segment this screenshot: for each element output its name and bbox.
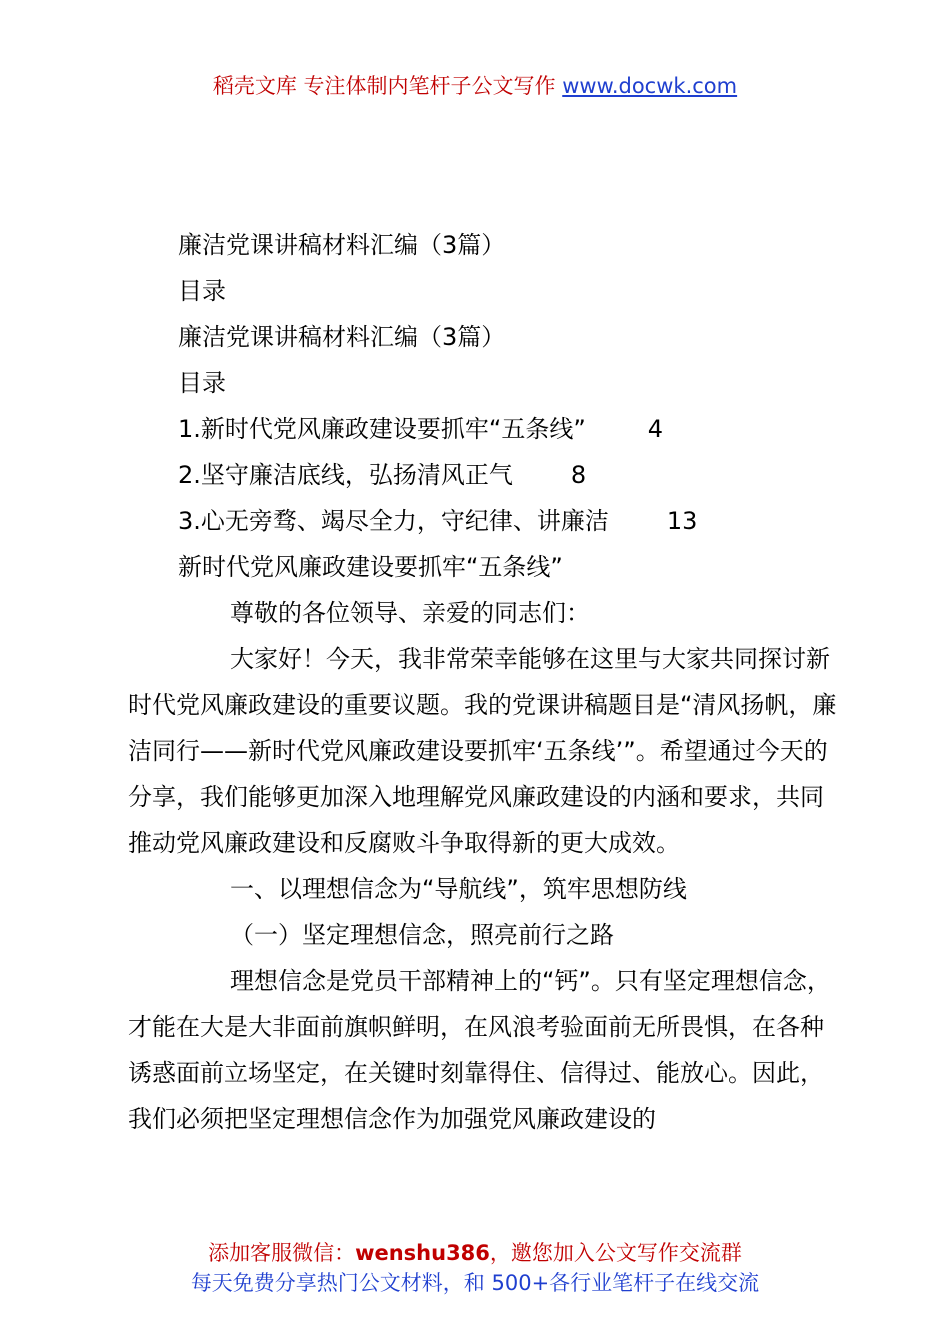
- toc-label: 目录: [178, 277, 226, 305]
- footer-wechat-line: [0, 1238, 950, 1268]
- toc-entry[interactable]: [128, 452, 840, 498]
- body-paragraph: 理想信念是党员干部精神上的“钙”。只有坚定理想信念，才能在大是大非面前旗帜鲜明，在风浪考验面前无所畏惧，在各种诱惑面前立场坚定，在关键时刻靠得住、信得过、能放心。因此，我们必须把坚定理想信念作为加强党风廉政建设的: [128, 967, 831, 1133]
- toc-entry-page: 8: [570, 461, 587, 489]
- intro-paragraph: 大家好！今天，我非常荣幸能够在这里与大家共同探讨新时代党风廉政建设的重要议题。我的党课讲稿题目是“清风扬帆，廉洁同行——新时代党风廉政建设要抓牢‘五条线’”。希望通过今天的分享，我们能够更加深入地理解党风廉政建设的内涵和要求，共同推动党风廉政建设和反腐败斗争取得新的更大成效。: [128, 645, 837, 857]
- document-body: [128, 222, 840, 1142]
- greeting: 尊敬的各位领导、亲爱的同志们：: [230, 599, 590, 627]
- toc-entry-label: 3.心无旁骛、竭尽全力，守纪律、讲廉洁: [178, 507, 609, 535]
- subheading-1: （一）坚定理想信念，照亮前行之路: [230, 921, 614, 949]
- document-title-repeat: 廉洁党课讲稿材料汇编（3篇）: [178, 323, 506, 351]
- page-footer: [0, 1238, 950, 1298]
- toc-entry[interactable]: [128, 498, 840, 544]
- toc-entry-page: 13: [666, 507, 698, 535]
- toc-label-repeat: 目录: [178, 369, 226, 397]
- page-header: [0, 70, 950, 100]
- header-site-link[interactable]: www.docwk.com: [562, 74, 738, 98]
- heading-1: 一、以理想信念为“导航线”，筑牢思想防线: [230, 875, 687, 903]
- footer-wechat-prefix: 添加客服微信：: [208, 1241, 356, 1265]
- section-title: 新时代党风廉政建设要抓牢“五条线”: [178, 553, 563, 581]
- footer-wechat-id: wenshu386: [355, 1241, 490, 1265]
- header-brand-text: 稻壳文库 专注体制内笔杆子公文写作: [212, 74, 563, 98]
- toc-entry-page: 4: [647, 415, 664, 443]
- document-title: 廉洁党课讲稿材料汇编（3篇）: [178, 231, 506, 259]
- toc-entry-label: 2.坚守廉洁底线，弘扬清风正气: [178, 461, 513, 489]
- toc-entry-label: 1.新时代党风廉政建设要抓牢“五条线”: [178, 415, 586, 443]
- toc-entry[interactable]: [128, 406, 840, 452]
- footer-promo-line: 每天免费分享热门公文材料，和 500+各行业笔杆子在线交流: [190, 1271, 760, 1295]
- footer-wechat-suffix: ，邀您加入公文写作交流群: [489, 1241, 742, 1265]
